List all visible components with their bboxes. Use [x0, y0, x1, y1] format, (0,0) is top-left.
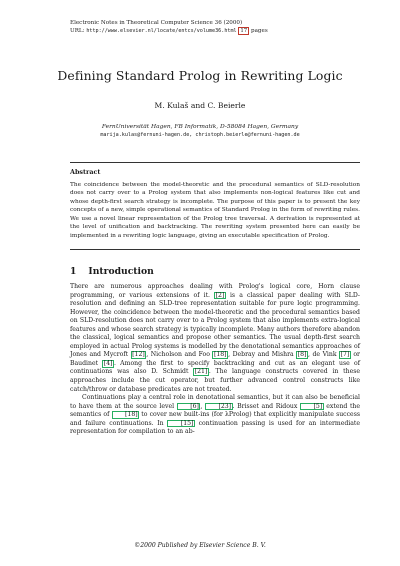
section-number: 1 [70, 266, 77, 277]
text-run: There are numerous approaches dealing with Prolog's logical core, Horn clause programming, or various extensions of it. [70, 283, 360, 299]
journal-header [70, 20, 360, 35]
citation-link[interactable]: [18] [213, 351, 227, 359]
journal-url-link[interactable]: http://www.elsevier.nl/locate/entcs/volume36.html [86, 28, 237, 35]
text-run: to cover new built-ins (for λProlog) that explicitly manipulate success and failure continuations. In [70, 411, 360, 427]
text-run: or Baudinet [70, 351, 360, 367]
intro-paragraph-2 [70, 394, 360, 437]
journal-url-line [70, 27, 360, 35]
citation-link[interactable]: [5] [300, 403, 324, 411]
text-run: . The language constructs covered in these approaches include the cut operator, but further advanced control constructs like catch/throw or database predicates are not treated. [70, 368, 360, 393]
intro-paragraph-1 [70, 283, 360, 394]
copyright-footer: ©2000 Published by Elsevier Science B. V. [134, 542, 266, 549]
citation-link[interactable]: [15] [167, 420, 195, 428]
abstract-heading: Abstract [70, 168, 101, 176]
citation-link[interactable]: [8] [297, 351, 307, 359]
pages-word: pages [251, 28, 268, 35]
text-run: Continuations play a central role in denotational semantics, but it can also be beneficial to have them at the source level [70, 394, 360, 410]
author-affiliation: FernUniversität Hagen, FB Informatik, D-58084 Hagen, Germany [101, 124, 299, 130]
text-run: , [200, 402, 205, 410]
text-run: . Brisset and Ridoux [232, 402, 300, 410]
citation-link[interactable]: [18] [112, 411, 140, 419]
page-count-link[interactable]: 17 [240, 28, 248, 35]
url-prefix: URL: [70, 28, 85, 35]
citation-link[interactable]: [2] [215, 291, 225, 299]
paper-title: Defining Standard Prolog in Rewriting Logic [57, 68, 343, 83]
text-run: continuation passing is used for an intermediate representation for compilation to an ab- [70, 419, 360, 436]
section-body [70, 283, 360, 437]
author-emails: marija.kulas@fernuni-hagen.de, christoph.beierle@fernuni-hagen.de [100, 132, 300, 138]
text-run: . Among the first to specify backtracking and cut as an elegant use of continuations was also D. Schmidt [70, 359, 360, 376]
section-title: Introduction [88, 266, 154, 277]
text-run: extend the semantics of [70, 402, 361, 419]
text-run: , de Vink [307, 351, 340, 359]
citation-link[interactable]: [4] [103, 359, 113, 367]
paper-authors: M. Kulaš and C. Beierle [154, 101, 246, 110]
section-heading [70, 266, 154, 277]
citation-link[interactable]: [6] [177, 403, 201, 411]
abstract-top-rule [70, 162, 360, 163]
citation-link[interactable]: [21] [194, 368, 208, 376]
citation-link[interactable]: [12] [132, 351, 145, 359]
citation-link[interactable]: [23] [205, 403, 233, 411]
journal-citation: Electronic Notes in Theoretical Computer Science 36 (2000) [70, 20, 243, 26]
text-run: is a classical paper dealing with SLD-resolution and defining an SLD-tree representation suitable for pure logic programming. However, the coincidence between the model-theoretic and the procedural semantics based on SLD-resolution does not carry over to a Prolog system that also implements extra-logical features and whose search strategy is typically incomplete. Many authors therefore abandon the classical, logical semantics and propose other semantics. The usual depth-first search employed in actual Prolog systems is modelled by the denotational semantics approaches of Jones and Mycroft [70, 291, 361, 359]
text-run: , Debray and Mishra [228, 351, 297, 359]
abstract-text: The coincidence between the model-theoretic and the procedural semantics of SLD-resolution does not carry over to a Prolog system that also implements non-logical features like cut and whose depth-first search strategy is incomplete. The purpose of this paper is to present the key concepts of a new, simple operational semantics of Standard Prolog in the form of rewriting rules. We use a novel linear representation of the Prolog tree traversal. A derivation is represented at the level of unification and backtracking. The rewriting system presented here can easily be implemented in a rewriting logic language, giving an executable specification of Prolog. [70, 182, 360, 239]
text-run: , Nicholson and Foo [146, 351, 213, 359]
citation-link[interactable]: [7] [340, 351, 350, 359]
abstract-bottom-rule [70, 249, 360, 250]
